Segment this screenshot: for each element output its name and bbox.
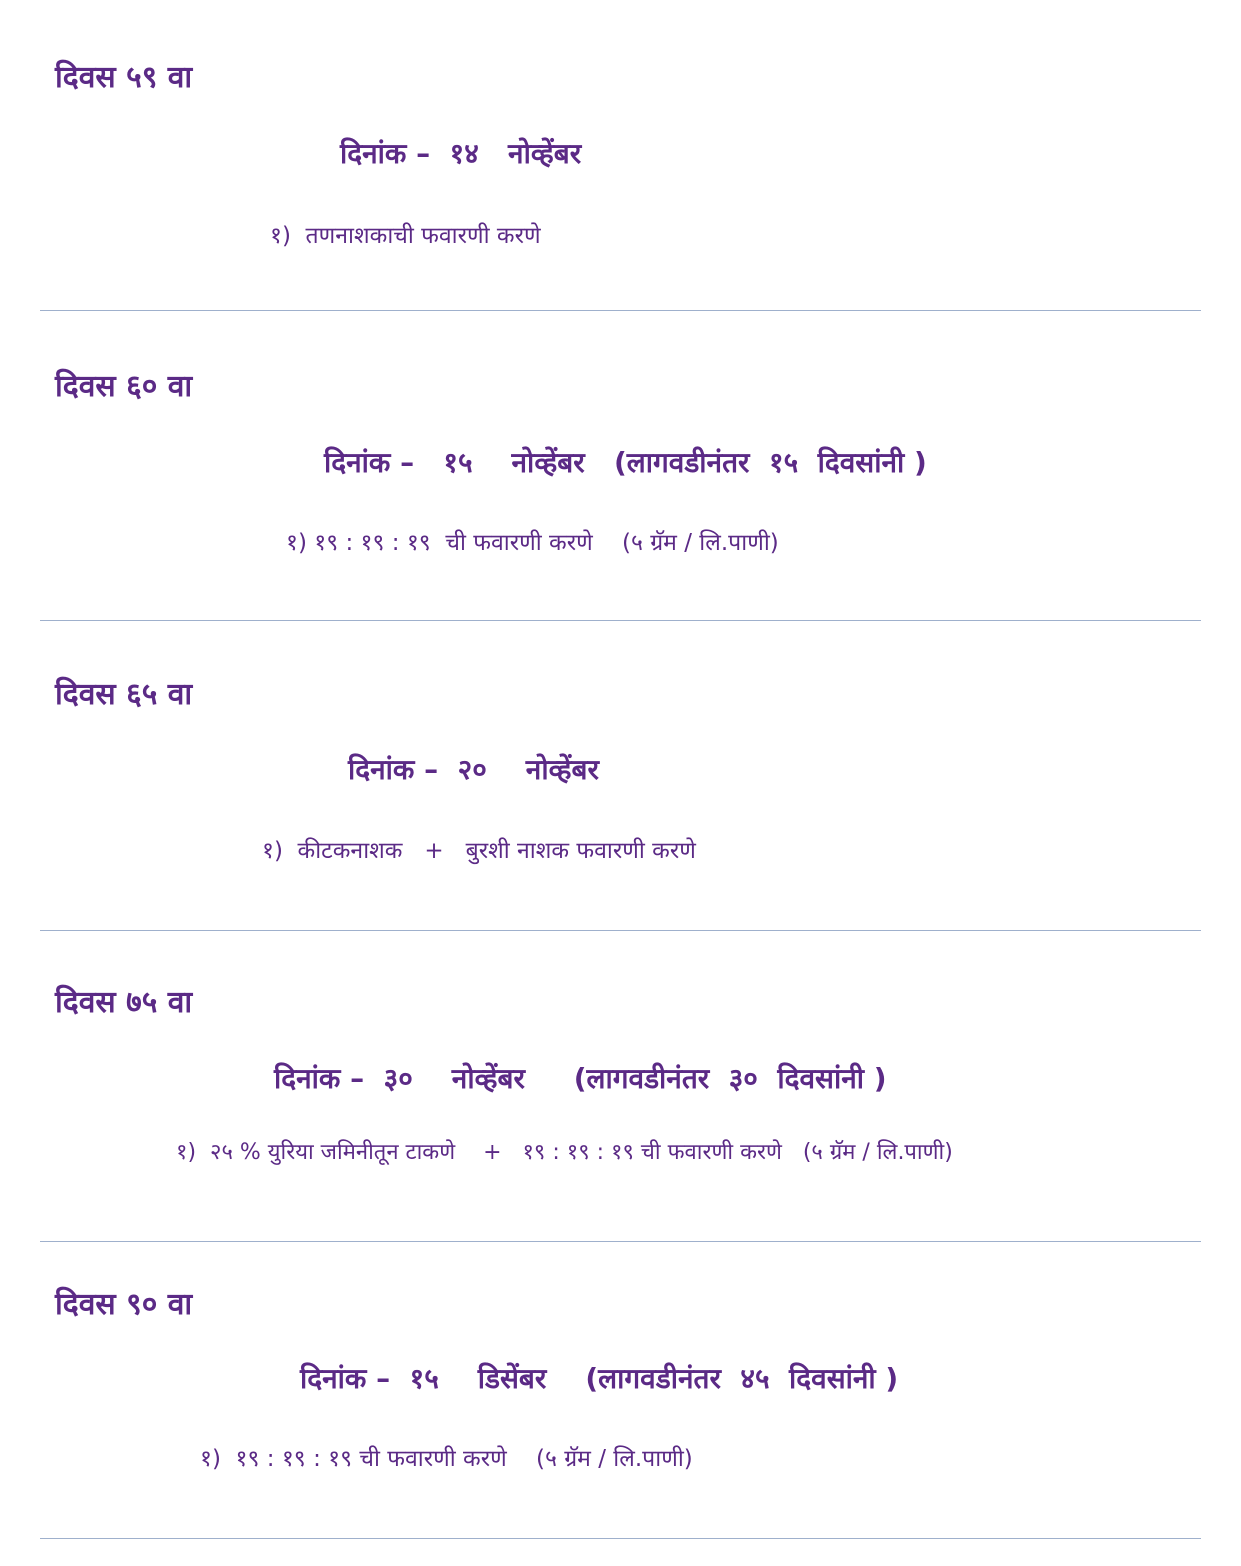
section-divider (40, 1241, 1201, 1242)
day-heading: दिवस ७५ वा (55, 985, 193, 1020)
task-item: १) १९ : १९ : १९ ची फवारणी करणे (५ ग्रॅम / लि.पाणी) (200, 1446, 693, 1472)
section-divider (40, 1538, 1201, 1539)
section-divider (40, 930, 1201, 931)
task-item: १) २५ % युरिया जमिनीतून टाकणे + १९ : १९ : १९ ची फवारणी करणे (५ ग्रॅम / लि.पाणी) (176, 1140, 953, 1165)
section-divider (40, 620, 1201, 621)
day-heading: दिवस ६५ वा (55, 677, 193, 712)
date-line: दिनांक – ३० नोव्हेंबर (लागवडीनंतर ३० दिवसांनी ) (274, 1062, 887, 1095)
date-line: दिनांक – २० नोव्हेंबर (348, 753, 599, 786)
date-line: दिनांक – १५ नोव्हेंबर (लागवडीनंतर १५ दिवसांनी ) (324, 446, 927, 479)
date-line: दिनांक – १४ नोव्हेंबर (340, 137, 582, 170)
task-item: १) कीटकनाशक + बुरशी नाशक फवारणी करणे (262, 838, 696, 864)
task-item: १) तणनाशकाची फवारणी करणे (270, 223, 541, 249)
day-heading: दिवस ५९ वा (55, 60, 193, 95)
task-item: १) १९ : १९ : १९ ची फवारणी करणे (५ ग्रॅम / लि.पाणी) (286, 530, 779, 556)
section-divider (40, 310, 1201, 311)
day-heading: दिवस ९० वा (55, 1287, 193, 1322)
day-heading: दिवस ६० वा (55, 369, 193, 404)
date-line: दिनांक – १५ डिसेंबर (लागवडीनंतर ४५ दिवसांनी ) (300, 1362, 899, 1395)
